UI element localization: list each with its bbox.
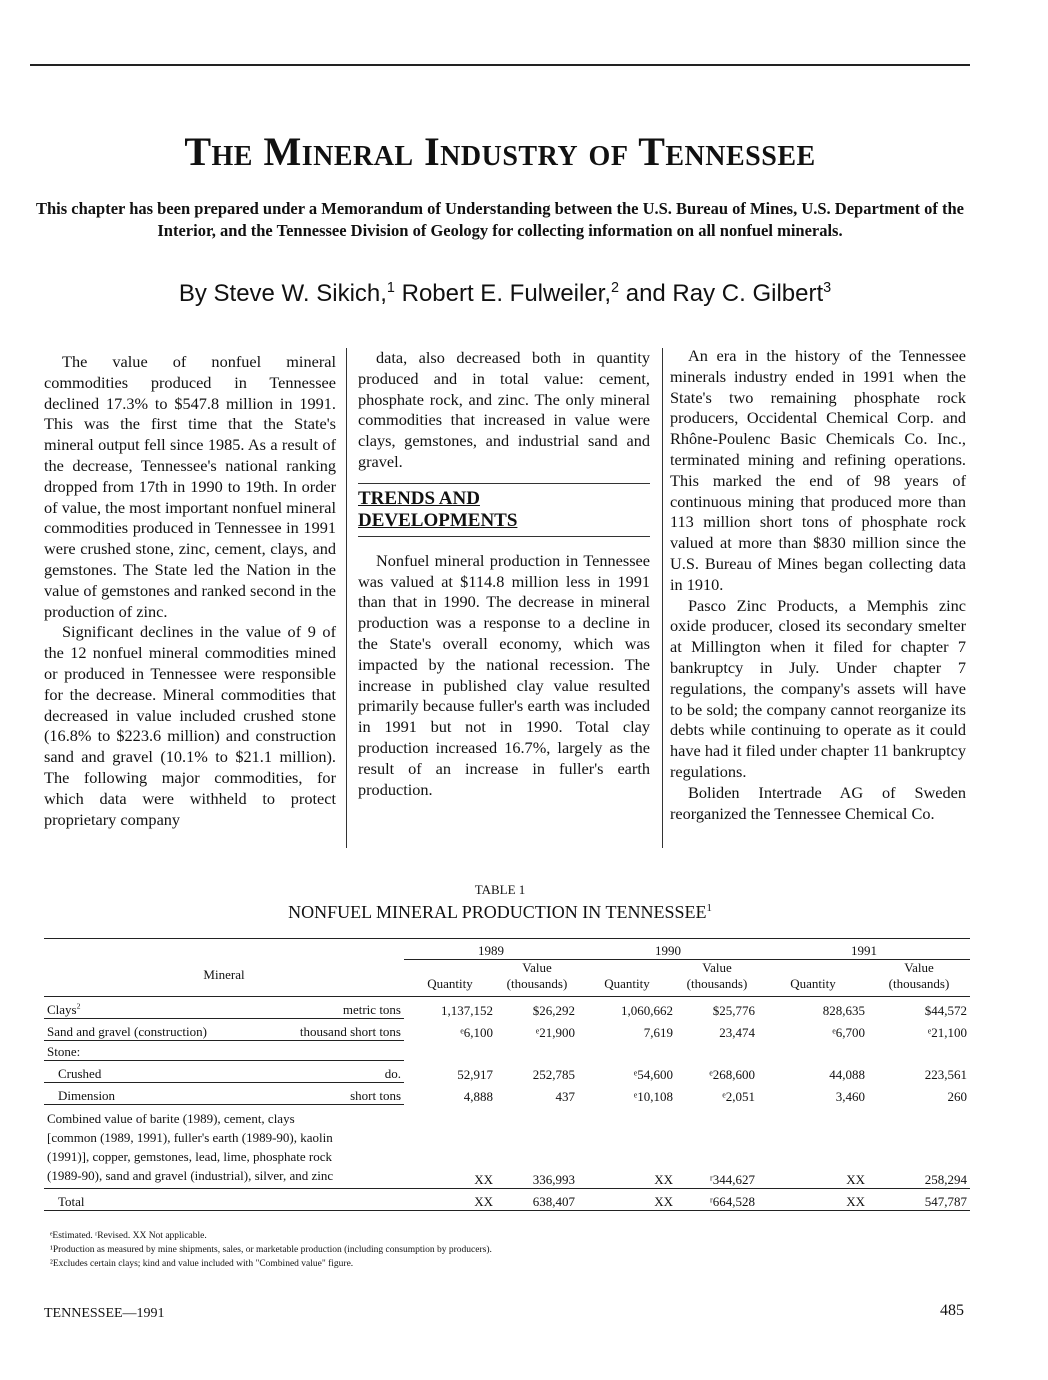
column-divider [662,348,663,848]
table-row-total: Total XX 638,407 XX ʳ664,528 XX 547,787 [44,1189,970,1211]
paragraph: Boliden Intertrade AG of Sweden reorganized the Tennessee Chemical Co. [670,782,966,823]
page-title: The Mineral Industry of Tennessee [184,129,816,174]
header-value: Value (thousands) [506,960,568,991]
table-note: ᵉEstimated. ʳRevised. XX Not applicable. [50,1231,207,1241]
section-heading-trends: TRENDS AND DEVELOPMENTS [358,483,650,537]
header-quantity: Quantity [604,976,650,991]
header-value: Value (thousands) [888,960,950,991]
table-title: NONFUEL MINERAL PRODUCTION IN TENNESSEE$^1$ [288,902,712,922]
byline: By Steve W. Sikich,$^1$ Robert E. Fulweiler,$^2$ and Ray C. Gilbert$^3$ [178,280,832,307]
table-row: Clays$^2$ metric tons 1,137,152 $26,292 1,060,662 $25,776 828,635 $44,572 [44,997,970,1019]
top-rule [30,64,970,66]
paragraph: An era in the history of the Tennessee minerals industry ended in 1991 when the State's two remaining phosphate rock producers, Occidental Chemical Corp. and Rhône-Poulenc Basic Chemicals Co. Inc., terminated mining and refining operations. This marked the end of 98 years of continuous mining that produced more than 113 million short tons of phosphate rock valued at more than $830 million since the U.S. Bureau of Mines began collecting data in 1910. [670,346,966,594]
table-footnote: ²Excludes certain clays; kind and value included with "Combined value" figure. [50,1259,354,1269]
running-footer: TENNESSEE—1991 [44,1306,165,1321]
table-row: Dimension short tons 4,888 437 ᵉ10,108 ᵉ2,051 3,460 260 [44,1083,970,1105]
paragraph: The value of nonfuel mineral commodities produced in Tennessee declined 17.3% to $547.8 million in 1991. This was the first time that the State's mineral output fell since 1985. As a result of the decrease, Tennessee's national ranking dropped from 17th in 1990 to 19th. In order of value, the most important nonfuel mineral commodities produced in Tennessee in 1991 were crushed stone, zinc, cement, clays, and gemstones. The State led the Nation in the value of gemstones and ranked second in the production of zinc. [44,352,336,621]
header-quantity: Quantity [790,976,836,991]
paragraph: data, also decreased both in quantity produced and in total value: cement, phosphate rock, and zinc. The only mineral commodities that increased in value were clays, gemstones, and industrial sand and gravel. [358,348,650,471]
chapter-intro: This chapter has been prepared under a Memorandum of Understanding between the U.S. Bureau of Mines, U.S. Department of the Interior, and the Tennessee Division of Geology for collecting information on all nonfuel minerals. [36,199,964,240]
table-caption: TABLE 1 [474,882,526,897]
table-row: Combined value of barite (1989), cement, clays [common (1989, 1991), fuller's earth (1989-90), kaolin (1991)], copper, gemstones, lead, lime, phosphate rock (1989-90), sand and gravel (industrial), silver, and zinc XX 336,993 XX ʳ344,627 XX 258,294 [44,1105,970,1189]
column-3 [670,346,966,824]
header-quantity: Quantity [427,976,473,991]
table-row: Sand and gravel (construction) thousand short tons ᵉ6,100 ᵉ21,900 7,619 23,474 ᵉ6,700 ᵉ21,100 [44,1019,970,1041]
column-2 [358,348,650,800]
table-row: Crushed do. 52,917 252,785 ᵉ54,600 ᵉ268,600 44,088 223,561 [44,1061,970,1083]
paragraph: Nonfuel mineral production in Tennessee was valued at $114.8 million less in 1991 than that in 1990. The decrease in mineral production was a response to a decline in the State's overall economy, which was impacted by the national recession. The increase in published clay value resulted primarily because fuller's earth was included in 1991 but not in 1990. Total clay production increased 16.7%, largely as the result of an increase in fuller's earth production. [358,550,650,799]
paragraph: Pasco Zinc Products, a Memphis zinc oxide producer, closed its secondary smelter at Millington when it filed for chapter 7 bankruptcy in July. Under chapter 7 regulations, the company's assets will have to be sold; the company cannot reorganize its debts while continuing to operate as it could have had it filed under chapter 11 bankruptcy regulations. [670,595,966,781]
header-mineral: Mineral [203,966,245,982]
table-footnote: ¹Production as measured by mine shipments, sales, or marketable production (including consumption by producers). [50,1245,492,1255]
header-value: Value (thousands) [686,960,748,991]
table-row: Stone: [44,1041,970,1061]
column-1 [44,352,336,830]
column-divider [346,348,347,848]
header-year-1990: 1990 [578,939,758,960]
paragraph: Significant declines in the value of 9 of the 12 nonfuel mineral commodities mined or produced in Tennessee were responsible for the decrease. Mineral commodities that decreased in value included crushed stone (16.8% to $223.6 million) and construction sand and gravel (10.1% to $21.1 million). The following major commodities, for which data were withheld to protect proprietary company [44,622,336,829]
header-year-1991: 1991 [758,939,970,960]
production-table [44,938,970,1211]
page-number: 485 [940,1302,964,1319]
header-year-1989: 1989 [404,939,578,960]
